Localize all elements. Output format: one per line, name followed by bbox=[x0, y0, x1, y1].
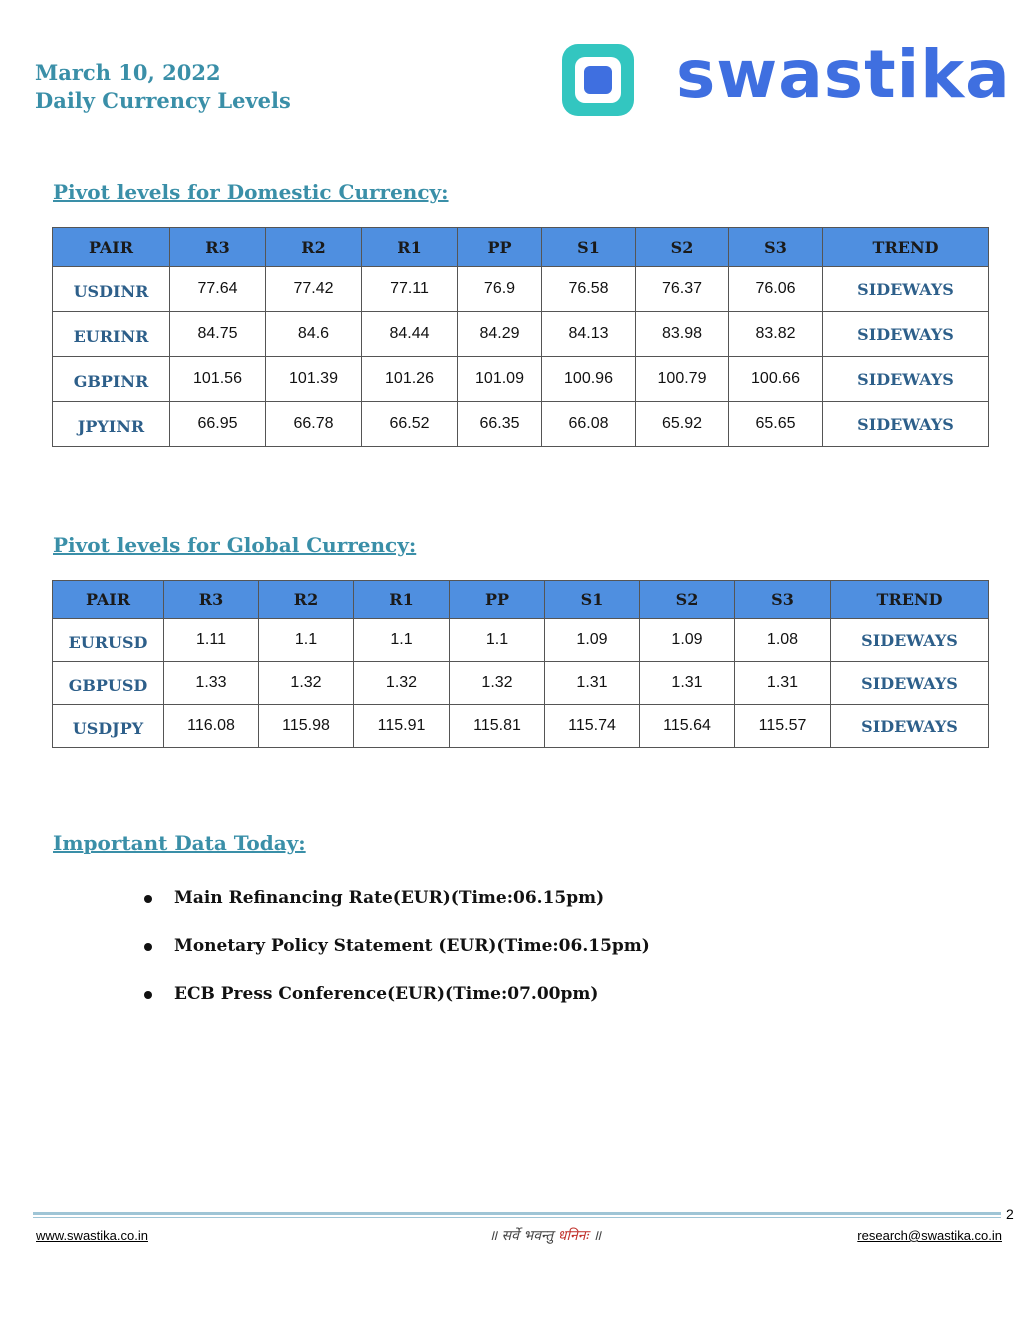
r1-cell: 115.91 bbox=[354, 705, 450, 748]
report-subtitle: Daily Currency Levels bbox=[35, 88, 291, 113]
pair-cell: USDJPY bbox=[53, 705, 164, 748]
s1-cell: 66.08 bbox=[542, 402, 636, 447]
table-header-row bbox=[53, 581, 989, 619]
header-r1: R1 bbox=[354, 581, 450, 619]
pp-cell: 84.29 bbox=[458, 312, 542, 357]
s3-cell: 76.06 bbox=[729, 267, 823, 312]
bullet-icon bbox=[144, 991, 152, 999]
list-item bbox=[140, 984, 650, 1032]
header-r3: R3 bbox=[164, 581, 259, 619]
header-s3: S3 bbox=[735, 581, 831, 619]
header-r1: R1 bbox=[362, 228, 458, 267]
s2-cell: 1.09 bbox=[640, 619, 735, 662]
s3-cell: 1.31 bbox=[735, 662, 831, 705]
table-row bbox=[53, 357, 989, 402]
trend-cell: SIDEWAYS bbox=[823, 402, 989, 447]
r2-cell: 84.6 bbox=[266, 312, 362, 357]
header-pp: PP bbox=[458, 228, 542, 267]
s3-cell: 83.82 bbox=[729, 312, 823, 357]
header-trend: TREND bbox=[823, 228, 989, 267]
r3-cell: 77.64 bbox=[170, 267, 266, 312]
header-r2: R2 bbox=[259, 581, 354, 619]
header-s2: S2 bbox=[636, 228, 729, 267]
footer-divider bbox=[33, 1212, 1001, 1215]
pp-cell: 115.81 bbox=[450, 705, 545, 748]
pair-cell: EURINR bbox=[53, 312, 170, 357]
r3-cell: 101.56 bbox=[170, 357, 266, 402]
table-row bbox=[53, 402, 989, 447]
motto-accent: धनिनः bbox=[557, 1228, 589, 1244]
trend-cell: SIDEWAYS bbox=[823, 267, 989, 312]
r2-cell: 101.39 bbox=[266, 357, 362, 402]
motto-start: ॥ सर्वे भवन्तु bbox=[488, 1228, 558, 1244]
s1-cell: 76.58 bbox=[542, 267, 636, 312]
trend-cell: SIDEWAYS bbox=[831, 705, 989, 748]
domestic-section-title: Pivot levels for Domestic Currency: bbox=[53, 180, 449, 204]
trend-cell: SIDEWAYS bbox=[823, 312, 989, 357]
motto-end: ॥ bbox=[588, 1228, 602, 1244]
trend-cell: SIDEWAYS bbox=[823, 357, 989, 402]
header-s1: S1 bbox=[545, 581, 640, 619]
trend-cell: SIDEWAYS bbox=[831, 619, 989, 662]
r3-cell: 66.95 bbox=[170, 402, 266, 447]
domestic-pivot-table bbox=[52, 227, 989, 447]
table-row bbox=[53, 662, 989, 705]
header-trend: TREND bbox=[831, 581, 989, 619]
website-link[interactable]: www.swastika.co.in bbox=[36, 1228, 148, 1243]
s3-cell: 1.08 bbox=[735, 619, 831, 662]
pp-cell: 1.32 bbox=[450, 662, 545, 705]
table-row bbox=[53, 705, 989, 748]
logo-wordmark: swastika bbox=[676, 36, 1011, 113]
s1-cell: 84.13 bbox=[542, 312, 636, 357]
header-s3: S3 bbox=[729, 228, 823, 267]
header-r3: R3 bbox=[170, 228, 266, 267]
r3-cell: 116.08 bbox=[164, 705, 259, 748]
s2-cell: 1.31 bbox=[640, 662, 735, 705]
bullet-icon bbox=[144, 943, 152, 951]
s1-cell: 1.31 bbox=[545, 662, 640, 705]
important-data-title: Important Data Today: bbox=[53, 831, 306, 855]
table-row bbox=[53, 619, 989, 662]
pp-cell: 76.9 bbox=[458, 267, 542, 312]
r1-cell: 1.32 bbox=[354, 662, 450, 705]
list-item-text: ECB Press Conference(EUR)(Time:07.00pm) bbox=[174, 984, 599, 1004]
pp-cell: 66.35 bbox=[458, 402, 542, 447]
page-number: 2 bbox=[1006, 1206, 1014, 1222]
table-row bbox=[53, 312, 989, 357]
header-pair: PAIR bbox=[53, 228, 170, 267]
s3-cell: 100.66 bbox=[729, 357, 823, 402]
brand-logo bbox=[562, 36, 1011, 118]
s3-cell: 115.57 bbox=[735, 705, 831, 748]
trend-cell: SIDEWAYS bbox=[831, 662, 989, 705]
s2-cell: 65.92 bbox=[636, 402, 729, 447]
s2-cell: 100.79 bbox=[636, 357, 729, 402]
list-item-text: Main Refinancing Rate(EUR)(Time:06.15pm) bbox=[174, 888, 605, 908]
header-s1: S1 bbox=[542, 228, 636, 267]
r1-cell: 1.1 bbox=[354, 619, 450, 662]
header-pair: PAIR bbox=[53, 581, 164, 619]
table-header-row bbox=[53, 228, 989, 267]
s1-cell: 100.96 bbox=[542, 357, 636, 402]
swastika-logo-icon bbox=[562, 44, 634, 116]
email-link[interactable]: research@swastika.co.in bbox=[857, 1228, 1002, 1243]
header-pp: PP bbox=[450, 581, 545, 619]
r1-cell: 77.11 bbox=[362, 267, 458, 312]
footer-motto bbox=[430, 1226, 660, 1245]
r2-cell: 1.32 bbox=[259, 662, 354, 705]
r2-cell: 77.42 bbox=[266, 267, 362, 312]
s2-cell: 115.64 bbox=[640, 705, 735, 748]
pair-cell: EURUSD bbox=[53, 619, 164, 662]
report-date: March 10, 2022 bbox=[35, 60, 221, 85]
list-item bbox=[140, 936, 650, 984]
pair-cell: GBPUSD bbox=[53, 662, 164, 705]
header-s2: S2 bbox=[640, 581, 735, 619]
pp-cell: 101.09 bbox=[458, 357, 542, 402]
s2-cell: 76.37 bbox=[636, 267, 729, 312]
global-pivot-table bbox=[52, 580, 989, 748]
pair-cell: JPYINR bbox=[53, 402, 170, 447]
header-r2: R2 bbox=[266, 228, 362, 267]
r1-cell: 101.26 bbox=[362, 357, 458, 402]
s1-cell: 1.09 bbox=[545, 619, 640, 662]
pair-cell: GBPINR bbox=[53, 357, 170, 402]
table-row bbox=[53, 267, 989, 312]
r1-cell: 84.44 bbox=[362, 312, 458, 357]
global-section-title: Pivot levels for Global Currency: bbox=[53, 533, 417, 557]
s1-cell: 115.74 bbox=[545, 705, 640, 748]
pp-cell: 1.1 bbox=[450, 619, 545, 662]
r2-cell: 115.98 bbox=[259, 705, 354, 748]
list-item-text: Monetary Policy Statement (EUR)(Time:06.15pm) bbox=[174, 936, 650, 956]
s2-cell: 83.98 bbox=[636, 312, 729, 357]
pair-cell: USDINR bbox=[53, 267, 170, 312]
s3-cell: 65.65 bbox=[729, 402, 823, 447]
r3-cell: 1.11 bbox=[164, 619, 259, 662]
r3-cell: 1.33 bbox=[164, 662, 259, 705]
footer-divider-thin bbox=[33, 1217, 1001, 1218]
r1-cell: 66.52 bbox=[362, 402, 458, 447]
list-item bbox=[140, 888, 650, 936]
r2-cell: 66.78 bbox=[266, 402, 362, 447]
bullet-icon bbox=[144, 895, 152, 903]
r3-cell: 84.75 bbox=[170, 312, 266, 357]
important-data-list bbox=[140, 888, 650, 1032]
r2-cell: 1.1 bbox=[259, 619, 354, 662]
